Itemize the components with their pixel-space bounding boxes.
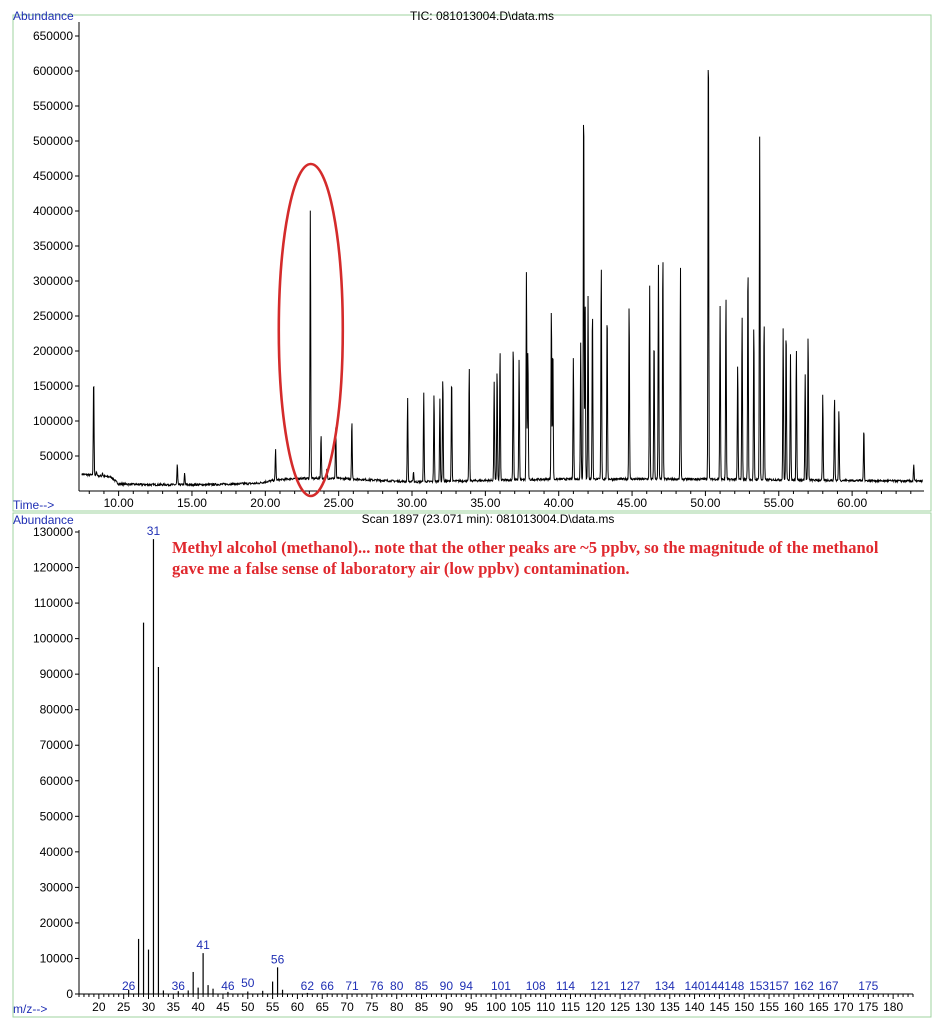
- ms-x-tick-label: 105: [510, 1000, 531, 1014]
- tic-y-tick-label: 650000: [32, 29, 73, 43]
- ms-x-tick-label: 140: [684, 1000, 705, 1014]
- tic-x-tick-label: 60.00: [837, 496, 868, 510]
- tic-y-tick-label: 550000: [32, 99, 73, 113]
- tic-x-ticks: [89, 491, 911, 510]
- ms-x-tick-label: 155: [759, 1000, 780, 1014]
- tic-x-tick-label: 55.00: [763, 496, 794, 510]
- ms-x-tick-label: 135: [659, 1000, 680, 1014]
- tic-y-tick-label: 350000: [32, 239, 73, 253]
- tic-x-tick-label: 10.00: [103, 496, 134, 510]
- ms-peak-label: 66: [320, 979, 334, 993]
- ms-y-tick-label: 40000: [39, 844, 73, 859]
- ms-x-tick-label: 90: [439, 1000, 454, 1014]
- ms-peak-label: 114: [555, 979, 576, 993]
- ms-y-tick-label: 120000: [32, 560, 73, 575]
- ms-peak-label: 134: [654, 979, 675, 993]
- tic-x-tick-label: 40.00: [543, 496, 574, 510]
- ms-peak-label: 31: [146, 524, 161, 539]
- ms-y-tick-label: 0: [66, 987, 73, 1001]
- ms-x-tick-label: 175: [858, 1000, 879, 1014]
- tic-x-tick-label: 20.00: [250, 496, 281, 510]
- ms-peak-label: 153: [749, 979, 770, 993]
- ms-peak-label: 127: [620, 979, 641, 993]
- ms-peak-label: 144: [704, 979, 725, 993]
- ms-peak-label: 85: [414, 979, 429, 993]
- tic-x-tick-label: 15.00: [176, 496, 207, 510]
- ms-y-tick-label: 50000: [39, 809, 73, 824]
- ms-peak-label: 90: [439, 979, 454, 993]
- tic-y-tick-label: 200000: [32, 344, 73, 358]
- ms-x-tick-label: 30: [141, 1000, 156, 1014]
- ms-x-tick-label: 65: [315, 1000, 329, 1014]
- tic-y-tick-label: 250000: [32, 309, 73, 323]
- tic-y-tick-label: 50000: [39, 449, 73, 463]
- ms-y-tick-label: 10000: [39, 951, 73, 966]
- ms-bars: [129, 539, 328, 994]
- ms-peak-label: 167: [818, 979, 839, 993]
- ms-x-tick-label: 40: [191, 1000, 205, 1014]
- ms-peak-label: 94: [459, 979, 473, 993]
- ms-frame: [13, 513, 931, 1017]
- mass-spectrum-chart: [13, 512, 931, 1017]
- ms-x-tick-label: 80: [390, 1000, 404, 1014]
- ms-x-tick-label: 125: [610, 1000, 631, 1014]
- ms-y-tick-label: 30000: [39, 880, 73, 895]
- tic-x-tick-label: 35.00: [470, 496, 501, 510]
- tic-y-tick-label: 150000: [32, 379, 73, 393]
- ms-peak-label: 140: [684, 979, 705, 993]
- ms-x-axis-label: m/z-->: [13, 1002, 48, 1016]
- ms-peak-label: 162: [793, 979, 814, 993]
- ms-x-tick-label: 170: [833, 1000, 854, 1014]
- ms-peak-label: 80: [390, 979, 404, 993]
- ms-x-tick-label: 95: [464, 1000, 478, 1014]
- ms-y-tick-label: 130000: [32, 525, 73, 539]
- ms-x-tick-label: 50: [241, 1000, 255, 1014]
- ms-peak-label: 76: [370, 979, 384, 993]
- ms-x-ticks: [79, 994, 913, 1014]
- tic-y-tick-label: 450000: [32, 169, 73, 183]
- tic-y-tick-label: 300000: [32, 274, 73, 288]
- ms-peak-label: 46: [221, 979, 235, 993]
- ms-peak-label: 148: [724, 979, 745, 993]
- ms-peak-label: 121: [590, 979, 611, 993]
- tic-y-tick-label: 600000: [32, 64, 73, 78]
- ms-x-tick-label: 55: [265, 1000, 280, 1014]
- ms-title: Scan 1897 (23.071 min): 081013004.D\data.ms: [361, 512, 615, 526]
- ms-y-tick-label: 20000: [39, 915, 73, 930]
- ms-peak-label: 71: [345, 979, 359, 993]
- ms-x-tick-label: 115: [560, 1000, 581, 1014]
- tic-chart: [13, 9, 931, 512]
- ms-x-tick-label: 130: [634, 1000, 655, 1014]
- ms-peak-label: 26: [121, 979, 136, 993]
- ms-x-tick-label: 120: [585, 1000, 606, 1014]
- ms-peak-label: 101: [490, 979, 511, 993]
- ms-x-tick-label: 160: [783, 1000, 804, 1014]
- ms-x-tick-label: 180: [883, 1000, 904, 1014]
- ms-peak-label: 175: [858, 979, 879, 993]
- ms-peak-label: 50: [241, 975, 255, 990]
- ms-y-ticks: [33, 525, 79, 1001]
- tic-trace: [82, 70, 923, 486]
- ms-y-tick-label: 60000: [39, 773, 73, 788]
- ms-y-tick-label: 100000: [32, 631, 73, 646]
- ms-peak-label: 108: [525, 979, 546, 993]
- ms-y-axis-label: Abundance: [13, 513, 74, 527]
- tic-y-tick-label: 500000: [32, 134, 73, 148]
- tic-x-tick-label: 45.00: [617, 496, 648, 510]
- tic-x-tick-label: 50.00: [690, 496, 721, 510]
- ms-y-tick-label: 110000: [33, 596, 73, 611]
- ms-x-tick-label: 110: [536, 1000, 556, 1014]
- ms-x-tick-label: 35: [166, 1000, 181, 1014]
- ms-x-tick-label: 60: [290, 1000, 305, 1014]
- methanol-annotation-text: Methyl alcohol (methanol)... note that the other peaks are ~5 ppbv, so the magnitude of the methanol gave me a false sense of laboratory air (low ppbv) contamination.: [172, 538, 879, 578]
- ms-y-tick-label: 80000: [39, 702, 73, 717]
- tic-x-tick-label: 25.00: [323, 496, 354, 510]
- tic-x-tick-label: 30.00: [396, 496, 428, 510]
- ms-peak-label: 62: [300, 979, 315, 993]
- ms-x-tick-label: 85: [414, 1000, 429, 1014]
- tic-y-ticks: [33, 29, 79, 463]
- ms-x-tick-label: 165: [808, 1000, 829, 1014]
- ms-x-tick-label: 145: [709, 1000, 730, 1014]
- ms-x-tick-label: 70: [340, 1000, 354, 1014]
- ms-x-tick-label: 100: [485, 1000, 507, 1014]
- ms-y-tick-label: 90000: [39, 667, 73, 682]
- ms-peak-label: 157: [768, 979, 789, 993]
- tic-y-tick-label: 400000: [32, 204, 73, 218]
- tic-frame: [13, 15, 931, 511]
- tic-x-axis-label: Time-->: [13, 498, 55, 512]
- ms-x-tick-label: 20: [92, 1000, 106, 1014]
- ms-peak-label: 36: [171, 979, 185, 993]
- ms-x-tick-label: 25: [116, 1000, 131, 1014]
- ms-x-tick-label: 75: [365, 1000, 379, 1014]
- tic-y-axis-label: Abundance: [13, 9, 74, 23]
- ms-peak-labels: [122, 524, 879, 993]
- ms-x-tick-label: 150: [734, 1000, 755, 1014]
- ms-peak-label: 56: [270, 952, 285, 967]
- ms-y-tick-label: 70000: [39, 738, 73, 753]
- tic-title: TIC: 081013004.D\data.ms: [409, 9, 555, 23]
- ms-peak-label: 41: [196, 938, 210, 953]
- tic-y-tick-label: 100000: [32, 414, 73, 428]
- ms-x-tick-label: 45: [216, 1000, 230, 1014]
